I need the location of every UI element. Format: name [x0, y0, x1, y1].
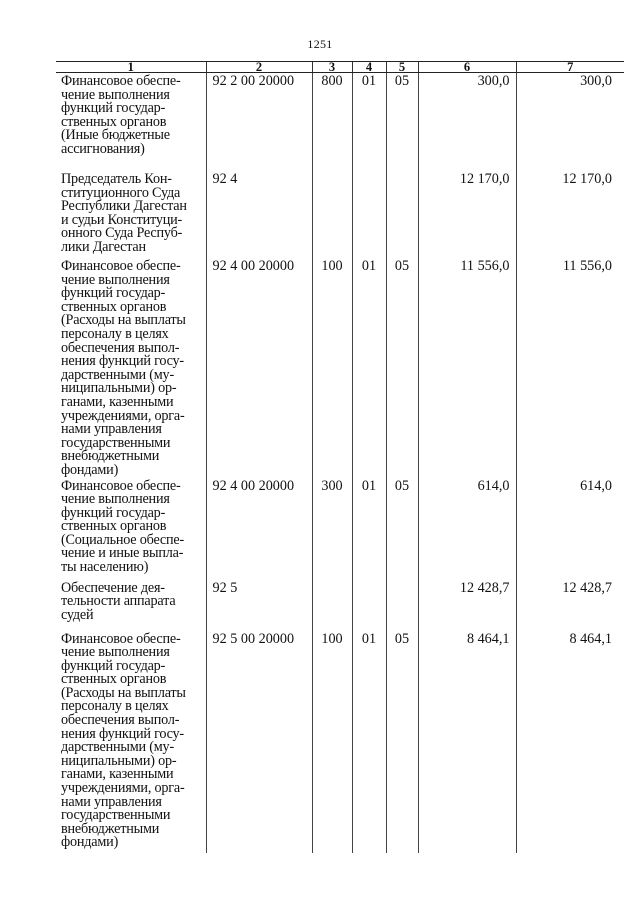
amount-col6: 12 170,0 — [418, 171, 516, 258]
amount-col7: 12 428,7 — [516, 580, 624, 631]
description-line: (Расходы на выплаты — [61, 684, 186, 701]
description-line: ственных органов — [61, 671, 167, 688]
column-header: 4 — [352, 62, 386, 73]
expense-type: 100 — [312, 631, 352, 853]
section-code: 01 — [352, 631, 386, 853]
budget-code: 92 4 00 20000 — [206, 258, 312, 478]
budget-table — [56, 61, 624, 853]
subsection-code: 05 — [386, 478, 418, 580]
budget-code: 92 2 00 20000 — [206, 73, 312, 172]
amount-col7: 8 464,1 — [516, 631, 624, 853]
page-number: 1251 — [307, 37, 333, 51]
description-line: ассигнования) — [61, 140, 145, 157]
amount-col7: 12 170,0 — [516, 171, 624, 258]
budget-code: 92 5 00 20000 — [206, 631, 312, 853]
subsection-code — [386, 580, 418, 631]
description-line: нения функций госу- — [61, 725, 184, 742]
table-header-row — [56, 62, 624, 73]
amount-col6: 300,0 — [418, 73, 516, 172]
description-line: обеспечения выпол- — [61, 339, 180, 356]
section-code — [352, 580, 386, 631]
description-line: фондами) — [61, 461, 119, 478]
description-line: Финансовое обеспе- — [61, 73, 181, 89]
description-line: Республики Дагестан — [61, 198, 187, 215]
amount-col7: 300,0 — [516, 73, 624, 172]
description-line: ты населению) — [61, 559, 149, 576]
description-line: ганами, казенными — [61, 766, 174, 783]
description-line: Обеспечение дея- — [61, 579, 165, 596]
subsection-code: 05 — [386, 631, 418, 853]
description-line: учреждениями, орга- — [61, 407, 185, 424]
description-line: учреждениями, орга- — [61, 780, 185, 797]
description-line: (Расходы на выплаты — [61, 312, 186, 329]
row-description — [56, 171, 206, 258]
amount-col6: 614,0 — [418, 478, 516, 580]
column-header: 2 — [206, 62, 312, 73]
budget-code: 92 4 00 20000 — [206, 478, 312, 580]
amount-col6: 11 556,0 — [418, 258, 516, 478]
description-line: внебюджетными — [61, 820, 160, 837]
description-line: судей — [61, 606, 94, 623]
column-header: 7 — [516, 62, 624, 73]
description-line: лики Дагестан — [61, 238, 146, 255]
column-header: 1 — [56, 62, 206, 73]
column-header: 5 — [386, 62, 418, 73]
section-code: 01 — [352, 478, 386, 580]
table-row — [56, 258, 624, 478]
budget-code: 92 4 — [206, 171, 312, 258]
description-line: Финансовое обеспе- — [61, 258, 181, 274]
description-line: государственными — [61, 807, 171, 824]
description-line: чение выполнения — [61, 86, 170, 103]
description-line: нами управления — [61, 421, 162, 438]
description-line: ниципальными) ор- — [61, 752, 177, 769]
section-code: 01 — [352, 258, 386, 478]
description-line: ственных органов — [61, 113, 167, 130]
description-line: функций государ- — [61, 100, 166, 117]
expense-type: 300 — [312, 478, 352, 580]
amount-col7: 11 556,0 — [516, 258, 624, 478]
column-header: 6 — [418, 62, 516, 73]
description-line: ниципальными) ор- — [61, 380, 177, 397]
description-line: дарственными (му- — [61, 366, 174, 383]
expense-type — [312, 580, 352, 631]
description-line: чение выполнения — [61, 491, 170, 508]
table-row — [56, 73, 624, 172]
column-header: 3 — [312, 62, 352, 73]
description-line: обеспечения выпол- — [61, 712, 180, 729]
subsection-code — [386, 171, 418, 258]
description-line: и судьи Конституци- — [61, 211, 183, 228]
description-line: фондами) — [61, 834, 119, 851]
expense-type: 100 — [312, 258, 352, 478]
description-line: функций государ- — [61, 504, 166, 521]
subsection-code: 05 — [386, 73, 418, 172]
row-description — [56, 73, 206, 172]
table-row — [56, 478, 624, 580]
description-line: чение выполнения — [61, 644, 170, 661]
table-row — [56, 171, 624, 258]
row-description — [56, 580, 206, 631]
description-line: ганами, казенными — [61, 393, 174, 410]
row-description — [56, 631, 206, 853]
description-line: (Иные бюджетные — [61, 127, 170, 144]
table-row — [56, 631, 624, 853]
description-line: Финансовое обеспе- — [61, 630, 181, 647]
description-line: ституционного Суда — [61, 184, 181, 201]
description-line: (Социальное обеспе- — [61, 531, 185, 548]
section-code — [352, 171, 386, 258]
description-line: персоналу в целях — [61, 698, 169, 715]
description-line: государственными — [61, 434, 171, 451]
description-line: дарственными (му- — [61, 739, 174, 756]
amount-col6: 8 464,1 — [418, 631, 516, 853]
description-line: тельности аппарата — [61, 593, 176, 610]
description-line: чение выполнения — [61, 271, 170, 288]
budget-code: 92 5 — [206, 580, 312, 631]
section-code: 01 — [352, 73, 386, 172]
expense-type: 800 — [312, 73, 352, 172]
row-description — [56, 258, 206, 478]
description-line: функций государ- — [61, 285, 166, 302]
description-line: ственных органов — [61, 298, 167, 315]
description-line: ственных органов — [61, 518, 167, 535]
description-line: нами управления — [61, 793, 162, 810]
description-line: нения функций госу- — [61, 353, 184, 370]
description-line: Финансовое обеспе- — [61, 477, 181, 494]
subsection-code: 05 — [386, 258, 418, 478]
description-line: внебюджетными — [61, 448, 160, 465]
table-row — [56, 580, 624, 631]
description-line: онного Суда Респуб- — [61, 225, 183, 242]
description-line: чение и иные выпла- — [61, 545, 184, 562]
description-line: Председатель Кон- — [61, 171, 172, 187]
description-line: функций государ- — [61, 657, 166, 674]
description-line: персоналу в целях — [61, 325, 169, 342]
amount-col7: 614,0 — [516, 478, 624, 580]
row-description — [56, 478, 206, 580]
amount-col6: 12 428,7 — [418, 580, 516, 631]
expense-type — [312, 171, 352, 258]
